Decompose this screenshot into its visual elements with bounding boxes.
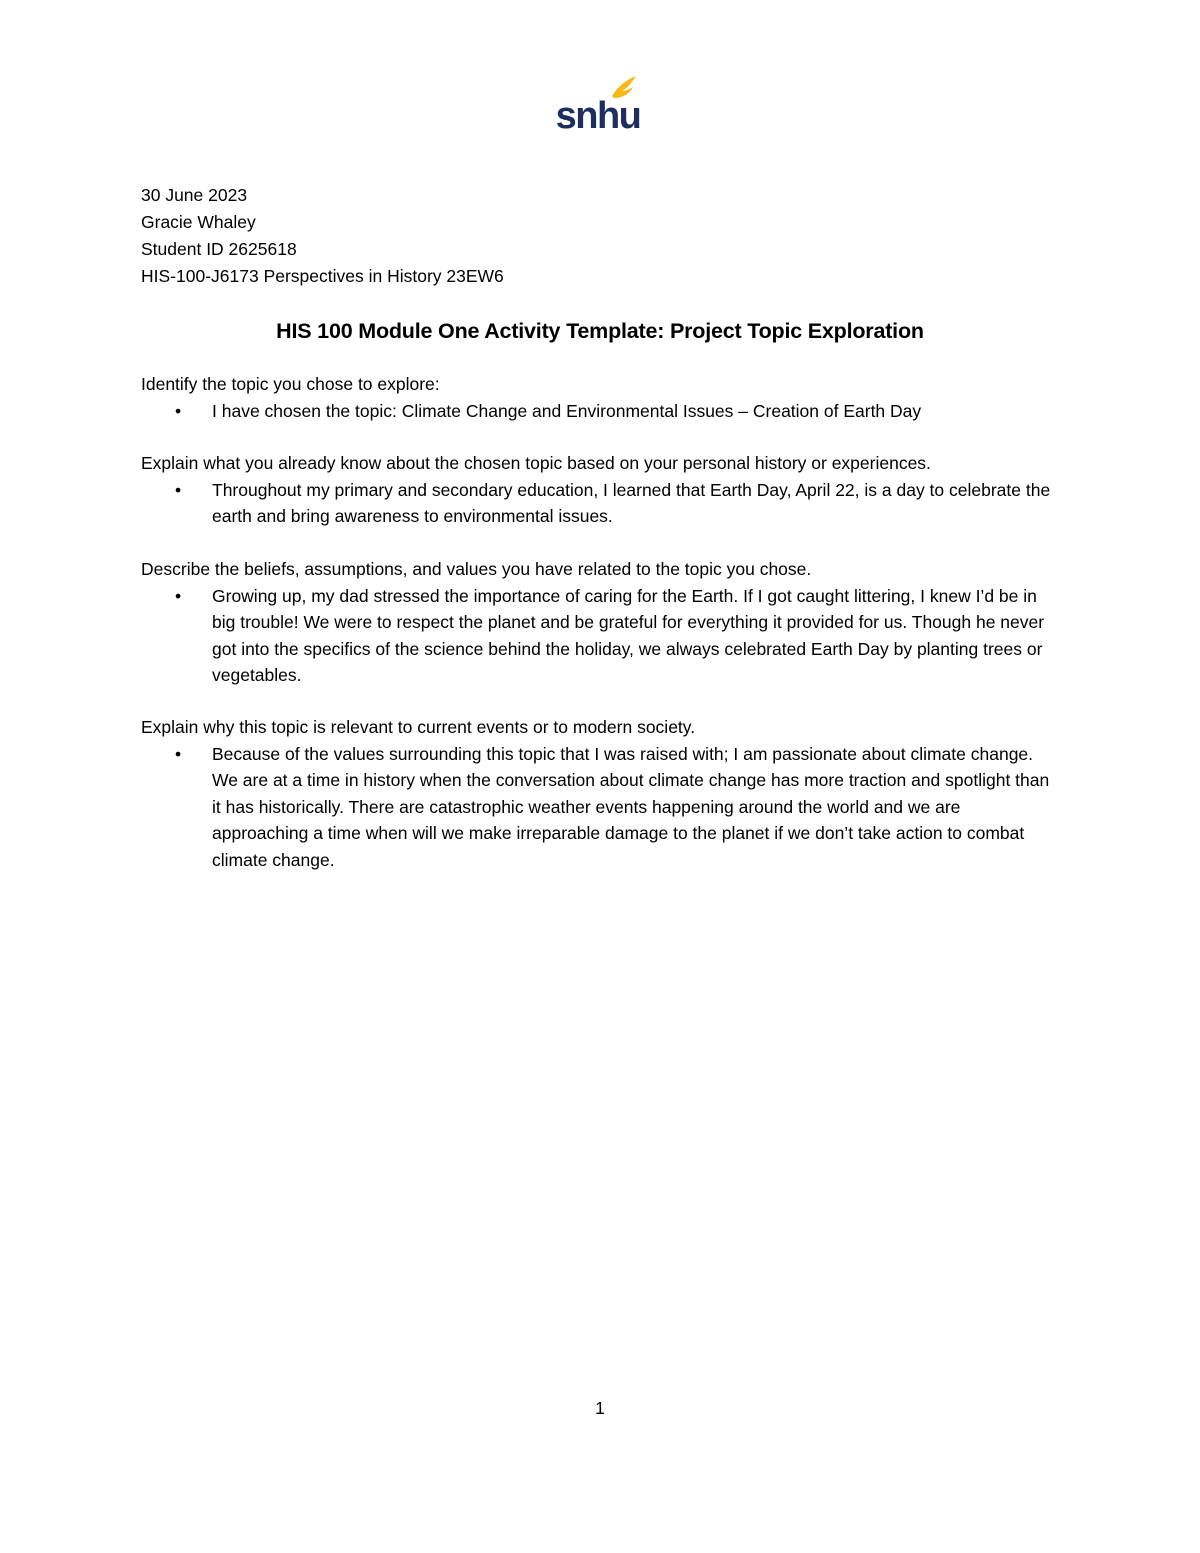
answer-bullet [141, 477, 1051, 530]
svg-text:snhu: snhu [555, 95, 641, 136]
prompt: Explain what you already know about the chosen topic based on your personal history or experiences. [141, 453, 931, 473]
answer-bullet [141, 398, 1051, 425]
section-topic [141, 371, 1051, 424]
answer-text: Growing up, my dad stressed the importance of caring for the Earth. If I got caught littering, I knew I’d be in big trouble! We were to respect the planet and be grateful for everything it provided for us. Though he never got into the specifics of the science behind the holiday, we always celebrated Earth Day by planting trees or vegetables. [212, 585, 1045, 685]
document-header [141, 182, 504, 290]
date: 30 June 2023 [141, 185, 248, 205]
answer-bullet [141, 583, 1051, 689]
section-knowledge [141, 450, 1051, 530]
bullet-icon: • [175, 400, 182, 421]
snhu-logo-mark [552, 72, 644, 136]
section-beliefs [141, 556, 1051, 689]
page-number: 1 [595, 1398, 605, 1418]
course-name: HIS-100-J6173 Perspectives in History 23EW6 [141, 266, 504, 286]
snhu-logo [552, 72, 644, 136]
student-id: Student ID 2625618 [141, 239, 297, 259]
answer-text: Because of the values surrounding this topic that I was raised with; I am passionate about climate change. We are at a time in history when the conversation about climate change has more traction and spotlight than it has historically. There are catastrophic weather events happening around the world and we are approaching a time when will we make irreparable damage to the planet if we don’t take action to combat climate change. [212, 743, 1050, 870]
prompt: Identify the topic you chose to explore: [141, 374, 440, 394]
prompt: Describe the beliefs, assumptions, and values you have related to the topic you chose. [141, 559, 812, 579]
bullet-icon: • [175, 479, 182, 500]
document-title: HIS 100 Module One Activity Template: Project Topic Exploration [276, 319, 924, 343]
answer-text: Throughout my primary and secondary education, I learned that Earth Day, April 22, is a day to celebrate the earth and bring awareness to environmental issues. [212, 479, 1051, 526]
section-relevance [141, 714, 1051, 873]
answer-bullet [141, 741, 1051, 874]
bullet-icon: • [175, 743, 182, 764]
answer-text: I have chosen the topic: Climate Change and Environmental Issues – Creation of Earth Day [212, 400, 922, 421]
student-name: Gracie Whaley [141, 212, 256, 232]
bullet-icon: • [175, 585, 182, 606]
prompt: Explain why this topic is relevant to current events or to modern society. [141, 717, 696, 737]
